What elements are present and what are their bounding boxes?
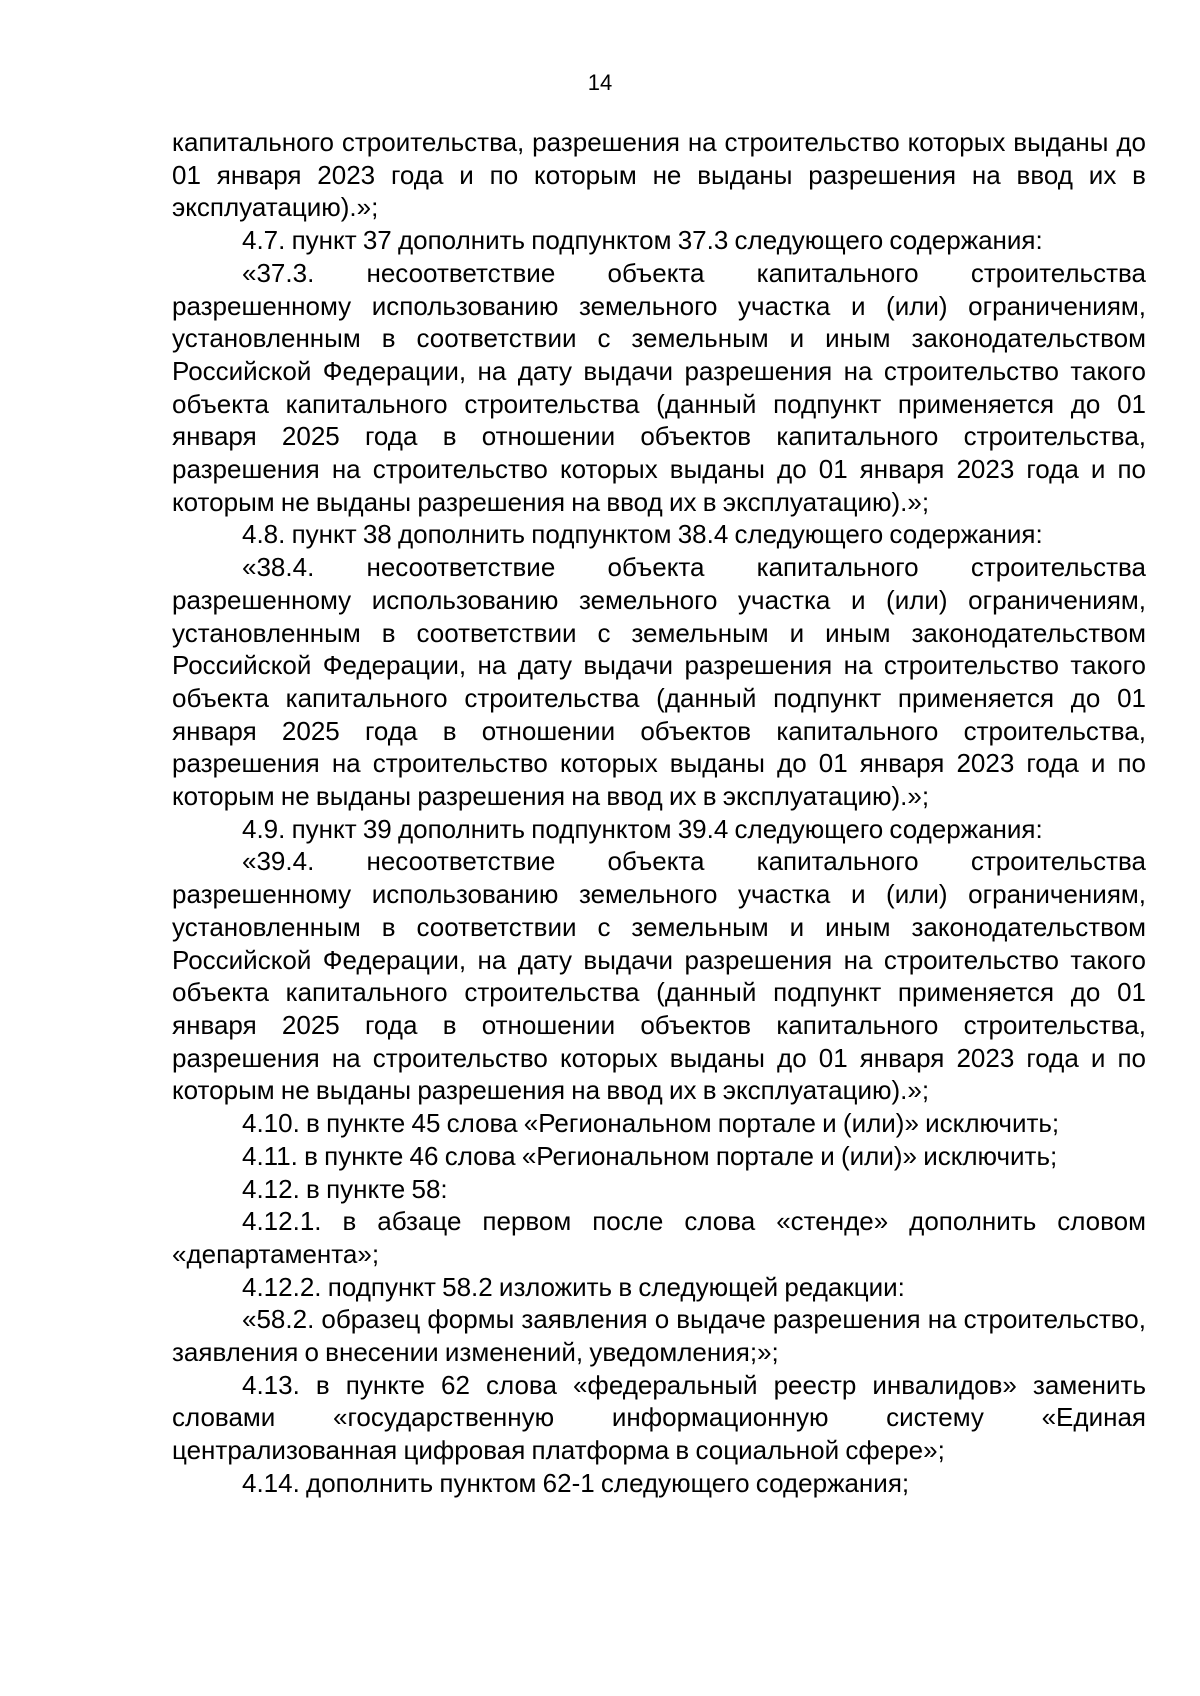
paragraph: капитального строительства, разрешения на строительство которых выданы до 01 января 2023 года и по которым не выданы разрешения на ввод их в эксплуатацию).»; bbox=[172, 127, 1146, 223]
paragraph: 4.11. в пункте 46 слова «Региональном портале и (или)» исключить; bbox=[242, 1140, 1058, 1171]
paragraph: 4.7. пункт 37 дополнить подпунктом 37.3 следующего содержания: bbox=[242, 225, 1043, 256]
paragraph: 4.9. пункт 39 дополнить подпунктом 39.4 следующего содержания: bbox=[242, 813, 1043, 844]
paragraph: 4.14. дополнить пунктом 62-1 следующего содержания; bbox=[242, 1467, 910, 1498]
paragraph: 4.8. пункт 38 дополнить подпунктом 38.4 следующего содержания: bbox=[242, 519, 1043, 550]
paragraph: 4.12.2. подпункт 58.2 изложить в следующей редакции: bbox=[242, 1271, 905, 1302]
paragraph: 4.13. в пункте 62 слова «федеральный реестр инвалидов» заменить словами «государственную информационную систему «Единая централизованная цифровая платформа в социальной сфере»; bbox=[172, 1369, 1146, 1466]
page-number: 14 bbox=[587, 70, 613, 95]
paragraph: «39.4. несоответствие объекта капитального строительства разрешенному использованию земельного участка и (или) ограничениям, установленным в соответствии с земельным и иным законодательством Российской Федерации, на дату выдачи разрешения на строительство такого объекта капитального строительства (данный подпункт применяется до 01 января 2025 года в отношении объектов капитального строительства, разрешения на строительство которых выданы до 01 января 2023 года и по которым не выданы разрешения на ввод их в эксплуатацию).»; bbox=[172, 846, 1146, 1106]
paragraph: 4.10. в пункте 45 слова «Региональном портале и (или)» исключить; bbox=[242, 1108, 1060, 1139]
paragraph: «58.2. образец формы заявления о выдаче разрешения на строительство, заявления о внесении изменений, уведомления;»; bbox=[172, 1304, 1146, 1368]
paragraph: «38.4. несоответствие объекта капитального строительства разрешенному использованию земельного участка и (или) ограничениям, установленным в соответствии с земельным и иным законодательством Российской Федерации, на дату выдачи разрешения на строительство такого объекта капитального строительства (данный подпункт применяется до 01 января 2025 года в отношении объектов капитального строительства, разрешения на строительство которых выданы до 01 января 2023 года и по которым не выданы разрешения на ввод их в эксплуатацию).»; bbox=[172, 552, 1146, 812]
paragraph: 4.12. в пункте 58: bbox=[242, 1173, 448, 1204]
paragraph: «37.3. несоответствие объекта капитального строительства разрешенному использованию земельного участка и (или) ограничениям, установленным в соответствии с земельным и иным законодательством Российской Федерации, на дату выдачи разрешения на строительство такого объекта капитального строительства (данный подпункт применяется до 01 января 2025 года в отношении объектов капитального строительства, разрешения на строительство которых выданы до 01 января 2023 года и по которым не выданы разрешения на ввод их в эксплуатацию).»; bbox=[172, 257, 1146, 517]
document-body bbox=[172, 126, 1146, 1500]
paragraph: 4.12.1. в абзаце первом после слова «стенде» дополнить словом «департамента»; bbox=[172, 1206, 1146, 1269]
